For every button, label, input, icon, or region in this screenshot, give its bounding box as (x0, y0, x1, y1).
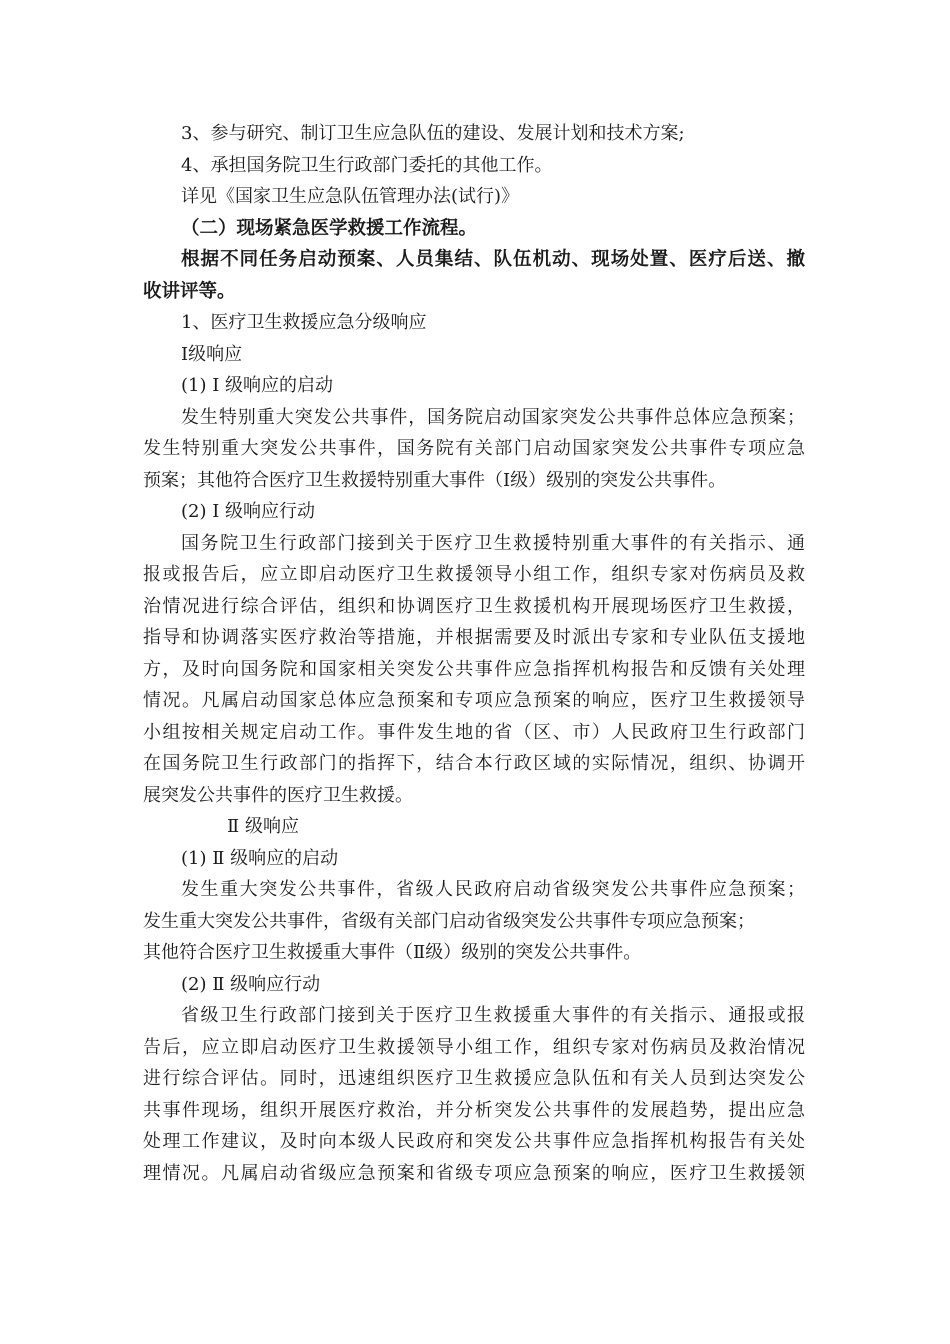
paragraph-line: 共事件现场，组织开展医疗救治，并分析突发公共事件的发展趋势，提出应急 (143, 1099, 805, 1121)
paragraph-line: 在国务院卫生行政部门的指挥下，结合本行政区域的实际情况，组织、协调开 (143, 753, 805, 774)
paragraph-line: 进行综合评估。同时，迅速组织医疗卫生救援应急队伍和有关人员到达突发公 (143, 1068, 805, 1089)
paragraph-line: 小组按相关规定启动工作。事件发生地的省（区、市）人民政府卫生行政部门 (143, 721, 805, 743)
paragraph-line: 预案；其他符合医疗卫生救援特别重大事件（Ⅰ级）级别的突发公共事件。 (143, 469, 727, 491)
section-heading-line: 收讲评等。 (143, 280, 236, 302)
paragraph-line: (1) Ⅰ 级响应的启动 (181, 375, 334, 396)
paragraph-line: 国务院卫生行政部门接到关于医疗卫生救援特别重大事件的有关指示、通 (181, 532, 805, 554)
section-heading-line: （二）现场紧急医学救援工作流程。 (181, 217, 478, 239)
paragraph-line: 治情况进行综合评估，组织和协调医疗卫生救援机构开展现场医疗卫生救援， (143, 595, 805, 617)
document-body (143, 118, 805, 1189)
paragraph-line: 理情况。凡属启动省级应急预案和省级专项应急预案的响应，医疗卫生救援领 (143, 1162, 805, 1184)
paragraph-line: 3、参与研究、制订卫生应急队伍的建设、发展计划和技术方案; (181, 123, 685, 144)
paragraph-line: 情况。凡属启动国家总体应急预案和专项应急预案的响应，医疗卫生救援领导 (143, 690, 805, 711)
paragraph-line: 报或报告后，应立即启动医疗卫生救援领导小组工作，组织专家对伤病员及救 (143, 564, 805, 585)
paragraph-line: 详见《国家卫生应急队伍管理办法(试行)》 (181, 186, 520, 207)
paragraph-line: 省级卫生行政部门接到关于医疗卫生救援重大事件的有关指示、通报或报 (181, 1005, 805, 1026)
paragraph-line: 指导和协调落实医疗救治等措施，并根据需要及时派出专家和专业队伍支援地 (143, 627, 805, 648)
paragraph-line: 告后，应立即启动医疗卫生救援领导小组工作，组织专家对伤病员及救治情况 (143, 1036, 805, 1058)
paragraph-line: 发生特别重大突发公共事件，国务院有关部门启动国家突发公共事件专项应急 (143, 438, 805, 459)
paragraph-line: 方，及时向国务院和国家相关突发公共事件应急指挥机构报告和反馈有关处理 (143, 658, 805, 680)
paragraph-line: 其他符合医疗卫生救援重大事件（Ⅱ级）级别的突发公共事件。 (143, 942, 642, 963)
paragraph-line: 展突发公共事件的医疗卫生救援。 (143, 784, 413, 806)
paragraph-line: 发生重大突发公共事件，省级人民政府启动省级突发公共事件应急预案； (181, 879, 805, 900)
paragraph-line: 发生重大突发公共事件，省级有关部门启动省级突发公共事件专项应急预案； (143, 910, 755, 932)
section-heading-line: 根据不同任务启动预案、人员集结、队伍机动、现场处置、医疗后送、撤 (181, 249, 805, 270)
paragraph-line: 处理工作建议，及时向本级人民政府和突发公共事件应急指挥机构报告有关处 (143, 1131, 805, 1152)
paragraph-line: 4、承担国务院卫生行政部门委托的其他工作。 (181, 154, 553, 176)
paragraph-line: Ⅰ级响应 (181, 343, 243, 365)
paragraph-line: 1、医疗卫生救援应急分级响应 (181, 312, 427, 333)
paragraph-line: (2) Ⅱ 级响应行动 (181, 973, 321, 995)
paragraph-line: Ⅱ 级响应 (227, 816, 299, 837)
paragraph-line: (2) Ⅰ 级响应行动 (181, 501, 316, 522)
paragraph-line: 发生特别重大突发公共事件，国务院启动国家突发公共事件总体应急预案； (181, 406, 805, 428)
paragraph-line: (1) Ⅱ 级响应的启动 (181, 847, 339, 869)
